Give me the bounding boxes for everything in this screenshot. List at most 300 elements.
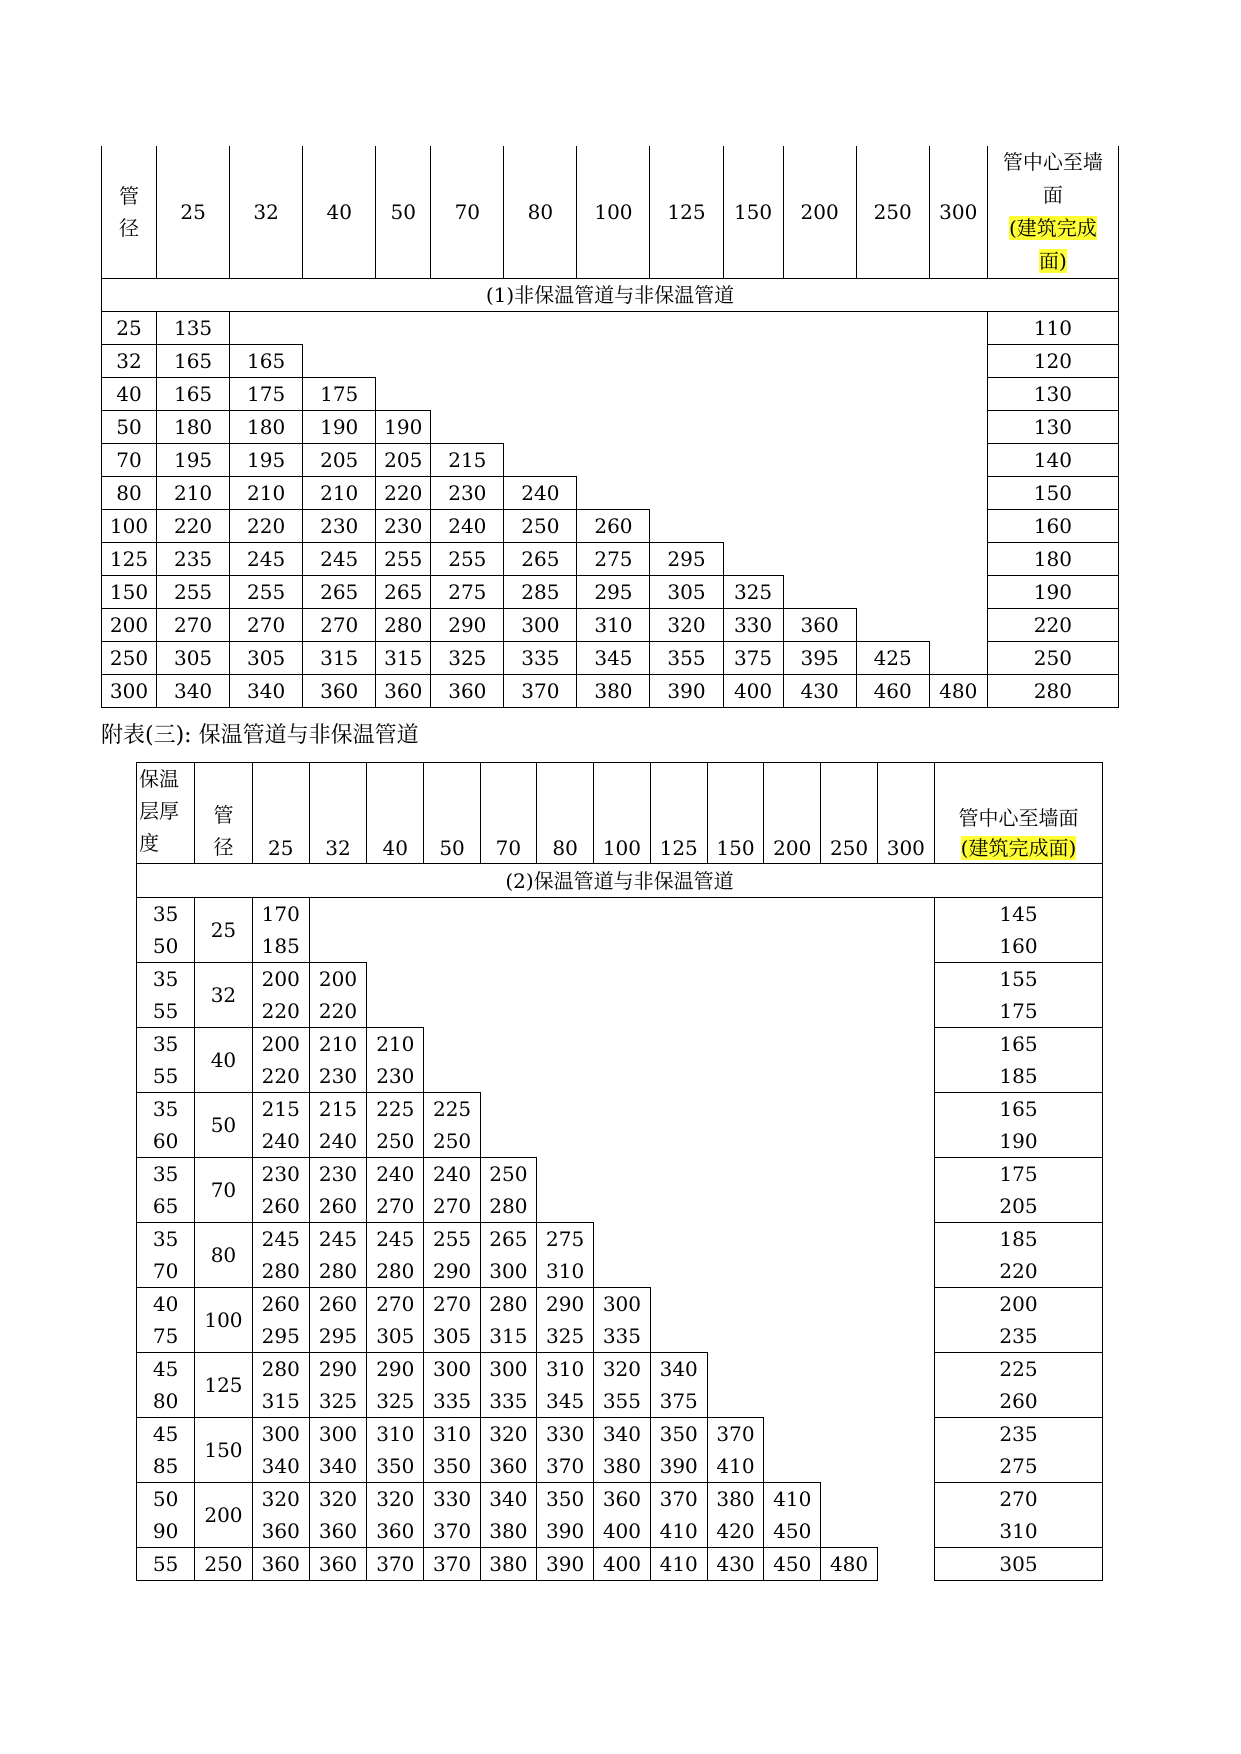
insulation-thickness: 70 (137, 1255, 195, 1288)
diameter-header: 250 (821, 763, 877, 864)
spacing-value: 280 (309, 1255, 366, 1288)
diameter-label-text: 管径 (213, 803, 234, 859)
spacing-value: 290 (367, 1353, 424, 1386)
wall-distance: 205 (934, 1190, 1102, 1223)
spacing-value: 230 (303, 510, 376, 543)
spacing-value: 370 (707, 1418, 763, 1451)
spacing-value: 410 (707, 1450, 763, 1483)
spacing-value: 220 (376, 477, 431, 510)
spacing-value: 390 (650, 675, 723, 708)
insulation-thickness: 35 (137, 963, 195, 996)
empty-cell (376, 378, 988, 411)
diameter-header: 125 (650, 763, 707, 864)
wall-distance: 235 (934, 1418, 1102, 1451)
row-diameter: 32 (195, 963, 252, 1028)
wall-distance: 130 (987, 411, 1118, 444)
spacing-value: 395 (783, 642, 856, 675)
spacing-value: 330 (424, 1483, 480, 1516)
spacing-value: 305 (650, 576, 723, 609)
spacing-value: 260 (309, 1288, 366, 1321)
wall-distance: 270 (934, 1483, 1102, 1516)
spacing-value: 300 (594, 1288, 650, 1321)
empty-cell (650, 1288, 934, 1353)
spacing-value: 460 (856, 675, 929, 708)
insulation-thickness: 55 (137, 995, 195, 1028)
wall-distance: 110 (987, 312, 1118, 345)
spacing-value: 390 (536, 1515, 593, 1548)
spacing-value: 430 (707, 1548, 763, 1581)
table-row (137, 1223, 1103, 1256)
spacing-value: 370 (536, 1450, 593, 1483)
spacing-value: 290 (309, 1353, 366, 1386)
wall-distance: 155 (934, 963, 1102, 996)
spacing-value: 185 (252, 930, 309, 963)
empty-cell (764, 1418, 935, 1483)
wall-distance: 190 (934, 1125, 1102, 1158)
spacing-value: 400 (594, 1515, 650, 1548)
table-row (137, 898, 1103, 931)
spacing-value: 270 (230, 609, 303, 642)
spacing-value: 220 (309, 995, 366, 1028)
spacing-value: 295 (650, 543, 723, 576)
spacing-value: 340 (480, 1483, 536, 1516)
spacing-value: 340 (157, 675, 230, 708)
spacing-value: 360 (309, 1548, 366, 1581)
spacing-value: 360 (303, 675, 376, 708)
spacing-value: 260 (252, 1288, 309, 1321)
spacing-value: 270 (367, 1190, 424, 1223)
spacing-value: 240 (309, 1125, 366, 1158)
spacing-value: 325 (367, 1385, 424, 1418)
row-diameter: 40 (102, 378, 157, 411)
spacing-value: 290 (431, 609, 504, 642)
spacing-value: 235 (157, 543, 230, 576)
spacing-value: 240 (431, 510, 504, 543)
table-caption: 附表(三): 保温管道与非保温管道 (101, 723, 419, 748)
table-row (137, 1450, 1103, 1483)
wall-distance: 130 (987, 378, 1118, 411)
insulation-thickness: 80 (137, 1385, 195, 1418)
spacing-value: 240 (252, 1125, 309, 1158)
spacing-value: 225 (424, 1093, 480, 1126)
spacing-value: 410 (650, 1548, 707, 1581)
diameter-header: 32 (309, 763, 366, 864)
empty-cell (650, 510, 987, 543)
spacing-value: 320 (367, 1483, 424, 1516)
spacing-value: 280 (252, 1255, 309, 1288)
insulation-thickness: 50 (137, 930, 195, 963)
empty-cell (431, 411, 987, 444)
spacing-value: 360 (252, 1548, 309, 1581)
spacing-value: 200 (252, 963, 309, 996)
empty-cell (783, 576, 987, 609)
spacing-value: 380 (594, 1450, 650, 1483)
insulation-thickness: 90 (137, 1515, 195, 1548)
spacing-value: 370 (367, 1548, 424, 1581)
wall-distance: 280 (987, 675, 1118, 708)
insulation-thickness: 35 (137, 1093, 195, 1126)
spacing-value: 370 (424, 1548, 480, 1581)
table-row (137, 1483, 1103, 1516)
spacing-value: 170 (252, 898, 309, 931)
insulation-thickness: 75 (137, 1320, 195, 1353)
spacing-value: 295 (309, 1320, 366, 1353)
spacing-value: 210 (309, 1028, 366, 1061)
spacing-value: 425 (856, 642, 929, 675)
spacing-value: 310 (367, 1418, 424, 1451)
spacing-value: 250 (367, 1125, 424, 1158)
spacing-value: 220 (252, 1060, 309, 1093)
spacing-value: 295 (252, 1320, 309, 1353)
spacing-value: 280 (376, 609, 431, 642)
spacing-value: 250 (480, 1158, 536, 1191)
wall-distance: 140 (987, 444, 1118, 477)
highlight-text: (建筑完成面) (1008, 216, 1097, 273)
table-row (137, 1320, 1103, 1353)
table-row (102, 378, 1119, 411)
spacing-value: 390 (650, 1450, 707, 1483)
row-diameter: 300 (102, 675, 157, 708)
spacing-value: 380 (480, 1515, 536, 1548)
row-diameter: 200 (195, 1483, 252, 1548)
spacing-value: 320 (594, 1353, 650, 1386)
row-diameter: 200 (102, 609, 157, 642)
spacing-value: 230 (367, 1060, 424, 1093)
spacing-value: 135 (157, 312, 230, 345)
wall-distance: 305 (934, 1548, 1102, 1581)
row-diameter: 25 (195, 898, 252, 963)
spacing-value: 300 (480, 1255, 536, 1288)
spacing-value: 220 (252, 995, 309, 1028)
spacing-value: 265 (376, 576, 431, 609)
wall-distance: 145 (934, 898, 1102, 931)
wall-distance: 175 (934, 1158, 1102, 1191)
spacing-value: 230 (376, 510, 431, 543)
spacing-value: 270 (367, 1288, 424, 1321)
wall-distance: 225 (934, 1353, 1102, 1386)
spacing-value: 190 (303, 411, 376, 444)
spacing-value: 305 (230, 642, 303, 675)
empty-cell (821, 1483, 935, 1548)
insulation-thickness: 40 (137, 1288, 195, 1321)
insulation-label (137, 763, 195, 864)
row-diameter: 40 (195, 1028, 252, 1093)
spacing-value: 265 (303, 576, 376, 609)
table-row (137, 1418, 1103, 1451)
wall-distance: 175 (934, 995, 1102, 1028)
spacing-value: 280 (480, 1190, 536, 1223)
row-diameter: 250 (102, 642, 157, 675)
spacing-value: 400 (723, 675, 783, 708)
spacing-value: 335 (480, 1385, 536, 1418)
spacing-value: 280 (367, 1255, 424, 1288)
table-row (137, 963, 1103, 996)
wall-distance: 190 (987, 576, 1118, 609)
empty-cell (856, 609, 987, 642)
diameter-header: 40 (367, 763, 424, 864)
wall-distance: 220 (934, 1255, 1102, 1288)
empty-cell (230, 312, 988, 345)
spacing-value: 325 (536, 1320, 593, 1353)
spacing-value: 320 (252, 1483, 309, 1516)
insulation-thickness: 85 (137, 1450, 195, 1483)
spacing-value: 270 (424, 1288, 480, 1321)
spacing-value: 245 (367, 1223, 424, 1256)
spacing-value: 205 (303, 444, 376, 477)
diameter-header: 25 (252, 763, 309, 864)
diameter-header: 70 (480, 763, 536, 864)
wall-distance: 235 (934, 1320, 1102, 1353)
table-row (137, 1548, 1103, 1581)
spacing-value: 215 (252, 1093, 309, 1126)
wall-distance: 165 (934, 1093, 1102, 1126)
spacing-value: 215 (431, 444, 504, 477)
spacing-value: 310 (424, 1418, 480, 1451)
spacing-value: 270 (303, 609, 376, 642)
spacing-value: 240 (424, 1158, 480, 1191)
spacing-value: 370 (650, 1483, 707, 1516)
spacing-value: 255 (431, 543, 504, 576)
wall-header-text: 管中心至墙面 (1002, 150, 1103, 207)
spacing-value: 420 (707, 1515, 763, 1548)
row-diameter: 32 (102, 345, 157, 378)
spacing-value: 300 (424, 1353, 480, 1386)
spacing-value: 220 (230, 510, 303, 543)
spacing-value: 370 (424, 1515, 480, 1548)
spacing-value: 315 (376, 642, 431, 675)
insulation-thickness: 45 (137, 1418, 195, 1451)
insulation-thickness: 35 (137, 1223, 195, 1256)
spacing-value: 480 (821, 1548, 877, 1581)
spacing-value: 410 (650, 1515, 707, 1548)
wall-header-highlight (935, 833, 1102, 863)
row-diameter: 70 (195, 1158, 252, 1223)
empty-cell (723, 543, 987, 576)
spacing-value: 380 (577, 675, 650, 708)
empty-cell (577, 477, 987, 510)
spacing-value: 270 (157, 609, 230, 642)
insulation-label-text: 保温层厚度 (139, 767, 179, 855)
table-row (102, 444, 1119, 477)
empty-cell (309, 898, 934, 963)
spacing-value: 325 (309, 1385, 366, 1418)
diameter-header: 50 (424, 763, 480, 864)
wall-header-highlight (988, 212, 1118, 278)
spacing-value: 360 (252, 1515, 309, 1548)
spacing-value: 360 (367, 1515, 424, 1548)
insulation-thickness: 55 (137, 1548, 195, 1581)
spacing-value: 280 (252, 1353, 309, 1386)
spacing-value: 275 (431, 576, 504, 609)
spacing-value: 260 (252, 1190, 309, 1223)
spacing-value: 350 (424, 1450, 480, 1483)
spacing-value: 255 (230, 576, 303, 609)
spacing-value: 290 (424, 1255, 480, 1288)
spacing-value: 175 (230, 378, 303, 411)
spacing-value: 320 (480, 1418, 536, 1451)
insulation-thickness: 35 (137, 1158, 195, 1191)
spacing-value: 360 (783, 609, 856, 642)
spacing-value: 195 (157, 444, 230, 477)
insulation-thickness: 55 (137, 1060, 195, 1093)
wall-distance: 220 (987, 609, 1118, 642)
diameter-header: 300 (929, 146, 987, 279)
spacing-value: 265 (480, 1223, 536, 1256)
spacing-value: 480 (929, 675, 987, 708)
spacing-value: 300 (480, 1353, 536, 1386)
insulation-thickness: 35 (137, 898, 195, 931)
row-diameter: 80 (102, 477, 157, 510)
wall-distance: 160 (987, 510, 1118, 543)
table-row (137, 1093, 1103, 1126)
row-diameter: 50 (102, 411, 157, 444)
wall-distance: 180 (987, 543, 1118, 576)
wall-distance: 260 (934, 1385, 1102, 1418)
table-row (137, 1158, 1103, 1191)
diameter-header: 150 (723, 146, 783, 279)
spacing-value: 190 (376, 411, 431, 444)
table-row (102, 312, 1119, 345)
spacing-value: 280 (480, 1288, 536, 1321)
spacing-value: 295 (577, 576, 650, 609)
spacing-value: 300 (504, 609, 577, 642)
spacing-value: 210 (367, 1028, 424, 1061)
spacing-value: 340 (650, 1353, 707, 1386)
row-diameter: 100 (195, 1288, 252, 1353)
insulation-thickness: 50 (137, 1483, 195, 1516)
wall-distance: 160 (934, 930, 1102, 963)
diameter-header: 32 (230, 146, 303, 279)
insulation-thickness: 60 (137, 1125, 195, 1158)
row-diameter: 50 (195, 1093, 252, 1158)
empty-cell (480, 1093, 934, 1158)
spacing-value: 340 (594, 1418, 650, 1451)
section-row (137, 864, 1103, 898)
spacing-value: 315 (303, 642, 376, 675)
insulation-thickness: 45 (137, 1353, 195, 1386)
row-diameter: 80 (195, 1223, 252, 1288)
spacing-value: 165 (230, 345, 303, 378)
table-row (137, 1515, 1103, 1548)
spacing-value: 330 (536, 1418, 593, 1451)
spacing-value: 325 (723, 576, 783, 609)
spacing-value: 220 (157, 510, 230, 543)
row-diameter: 70 (102, 444, 157, 477)
spacing-value: 360 (594, 1483, 650, 1516)
spacing-value: 350 (536, 1483, 593, 1516)
spacing-value: 360 (480, 1450, 536, 1483)
spacing-value: 375 (723, 642, 783, 675)
empty-cell (929, 642, 987, 675)
diameter-header: 200 (783, 146, 856, 279)
spacing-value: 275 (577, 543, 650, 576)
spacing-value: 300 (309, 1418, 366, 1451)
wall-distance: 185 (934, 1060, 1102, 1093)
empty-cell (594, 1223, 935, 1288)
spacing-value: 240 (367, 1158, 424, 1191)
table-non-insulated (101, 146, 1119, 708)
spacing-value: 195 (230, 444, 303, 477)
spacing-value: 230 (309, 1060, 366, 1093)
spacing-value: 275 (536, 1223, 593, 1256)
spacing-value: 330 (723, 609, 783, 642)
spacing-value: 450 (764, 1515, 821, 1548)
spacing-value: 320 (309, 1483, 366, 1516)
empty-cell (877, 1548, 934, 1581)
spacing-value: 380 (480, 1548, 536, 1581)
diameter-header: 70 (431, 146, 504, 279)
empty-cell (367, 963, 935, 1028)
table-row (137, 1288, 1103, 1321)
spacing-value: 430 (783, 675, 856, 708)
diameter-header: 250 (856, 146, 929, 279)
spacing-value: 205 (376, 444, 431, 477)
spacing-value: 245 (303, 543, 376, 576)
spacing-value: 375 (650, 1385, 707, 1418)
row-diameter: 125 (195, 1353, 252, 1418)
spacing-value: 175 (303, 378, 376, 411)
spacing-value: 325 (431, 642, 504, 675)
spacing-value: 450 (764, 1548, 821, 1581)
spacing-value: 360 (309, 1515, 366, 1548)
diameter-label (195, 763, 252, 864)
wall-distance: 250 (987, 642, 1118, 675)
spacing-value: 255 (157, 576, 230, 609)
spacing-value: 250 (504, 510, 577, 543)
spacing-value: 300 (252, 1418, 309, 1451)
section-title: (2)保温管道与非保温管道 (137, 864, 1103, 898)
insulation-thickness: 65 (137, 1190, 195, 1223)
spacing-value: 310 (536, 1353, 593, 1386)
wall-header-text: 管中心至墙面 (958, 806, 1079, 830)
empty-cell (303, 345, 988, 378)
row-diameter: 250 (195, 1548, 252, 1581)
diameter-header: 80 (504, 146, 577, 279)
spacing-value: 285 (504, 576, 577, 609)
wall-distance: 200 (934, 1288, 1102, 1321)
spacing-value: 340 (309, 1450, 366, 1483)
spacing-value: 400 (594, 1548, 650, 1581)
wall-distance: 120 (987, 345, 1118, 378)
spacing-value: 230 (309, 1158, 366, 1191)
spacing-value: 320 (650, 609, 723, 642)
table-row (102, 477, 1119, 510)
row-diameter: 25 (102, 312, 157, 345)
spacing-value: 260 (309, 1190, 366, 1223)
table-row (102, 609, 1119, 642)
spacing-value: 215 (309, 1093, 366, 1126)
diameter-header: 125 (650, 146, 723, 279)
table-row (102, 510, 1119, 543)
row-diameter: 125 (102, 543, 157, 576)
spacing-value: 250 (424, 1125, 480, 1158)
spacing-value: 255 (424, 1223, 480, 1256)
spacing-value: 245 (230, 543, 303, 576)
spacing-value: 200 (252, 1028, 309, 1061)
spacing-value: 355 (650, 642, 723, 675)
table-row (137, 1353, 1103, 1386)
spacing-value: 340 (230, 675, 303, 708)
diameter-header: 150 (707, 763, 763, 864)
spacing-value: 290 (536, 1288, 593, 1321)
diameter-label-text: 管径 (119, 184, 140, 240)
spacing-value: 180 (230, 411, 303, 444)
spacing-value: 310 (577, 609, 650, 642)
wall-distance: 275 (934, 1450, 1102, 1483)
spacing-value: 380 (707, 1483, 763, 1516)
table-row (137, 1028, 1103, 1061)
diameter-header: 80 (536, 763, 593, 864)
